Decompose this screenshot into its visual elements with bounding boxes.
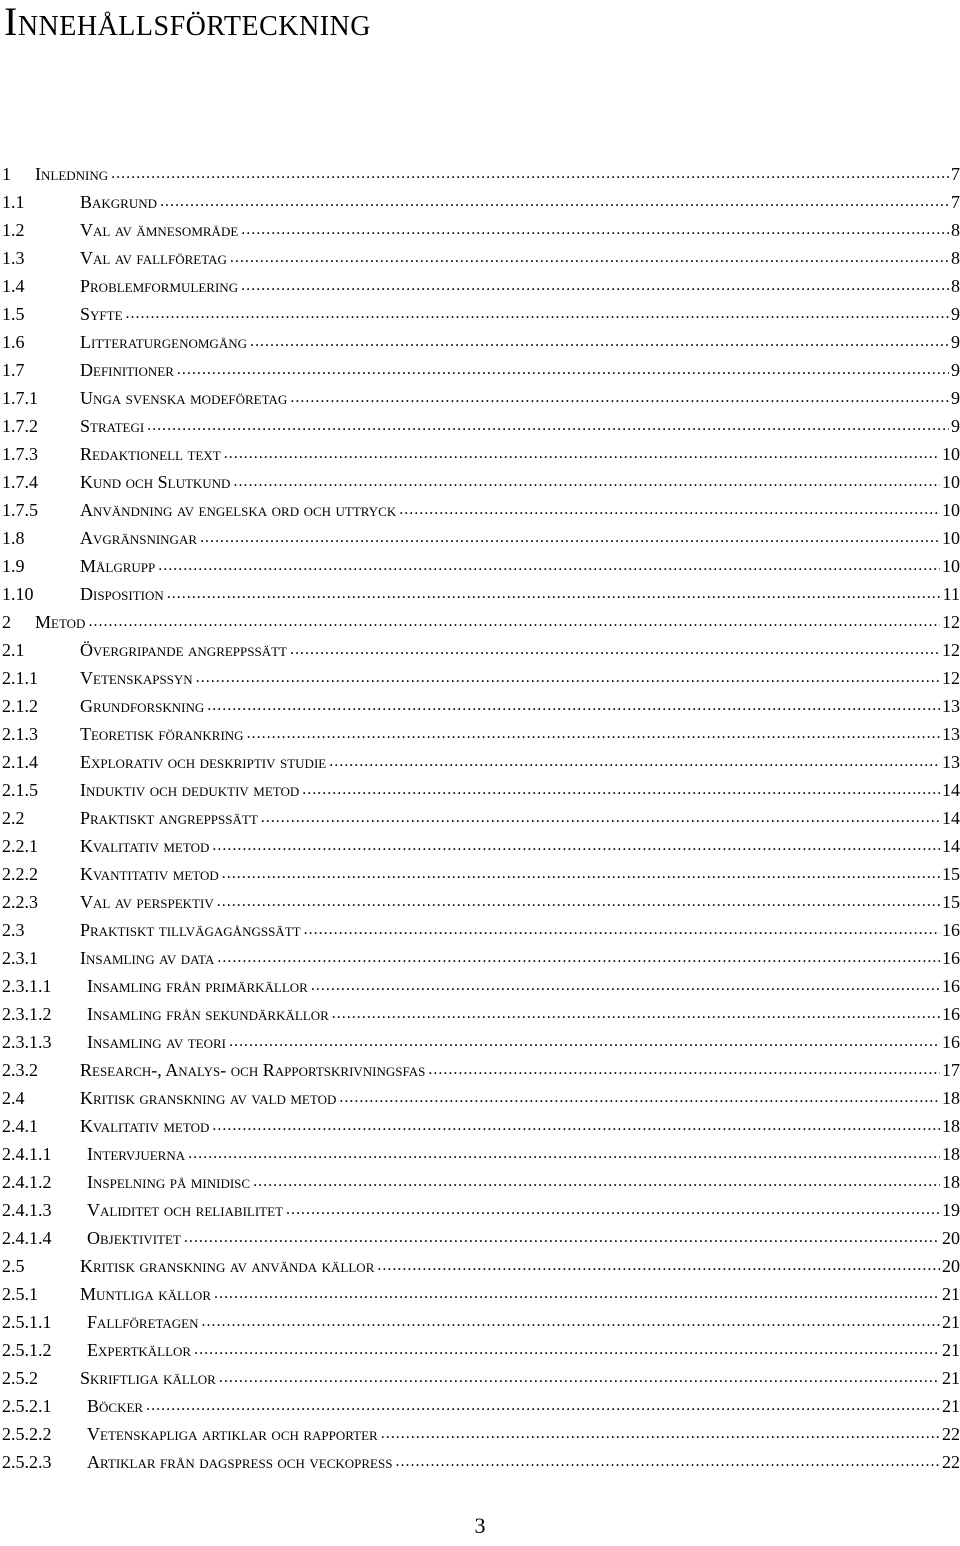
toc-entry-number: 2.5.1.2	[2, 1340, 52, 1360]
toc-entry-number: 1	[2, 164, 11, 184]
toc-entry-page: 15	[942, 892, 960, 912]
dot-leader	[253, 1168, 940, 1196]
toc-entry[interactable]	[2, 832, 960, 860]
toc-entry-page: 16	[942, 1032, 960, 1052]
toc-entry[interactable]	[2, 1028, 960, 1056]
toc-entry-page: 8	[951, 276, 960, 296]
toc-entry-page: 21	[942, 1368, 960, 1388]
toc-entry-number: 1.4	[2, 276, 25, 296]
toc-entry-number: 1.3	[2, 248, 25, 268]
toc-entry-page: 9	[951, 416, 960, 436]
toc-entry-label: Kritisk granskning av vald metod	[80, 1088, 337, 1108]
dot-leader	[202, 1308, 940, 1336]
toc-entry-label: Intervjuerna	[87, 1144, 186, 1164]
toc-entry[interactable]	[2, 160, 960, 188]
toc-entry-page: 9	[951, 304, 960, 324]
dot-leader	[146, 1392, 940, 1420]
toc-entry-number: 2.4.1.3	[2, 1200, 52, 1220]
page-number: 3	[474, 1513, 486, 1538]
dot-leader	[332, 1000, 940, 1028]
toc-entry-label: Research-, Analys- och Rapportskrivningsfas	[80, 1060, 426, 1080]
dot-leader	[88, 608, 940, 636]
toc-entry-page: 13	[942, 752, 960, 772]
dot-leader	[147, 412, 949, 440]
toc-entry-label: Skriftliga källor	[80, 1368, 216, 1388]
toc-entry-number: 2.5.1.1	[2, 1312, 52, 1332]
toc-entry-number: 2.4.1.1	[2, 1144, 52, 1164]
toc-entry-number: 1.7.1	[2, 388, 38, 408]
toc-entry[interactable]	[2, 216, 960, 244]
toc-entry[interactable]	[2, 1140, 960, 1168]
dot-leader	[241, 216, 949, 244]
toc-entry[interactable]	[2, 636, 960, 664]
toc-entry-label: Kund och Slutkund	[80, 472, 231, 492]
toc-entry[interactable]	[2, 916, 960, 944]
toc-entry-label: Kvalitativ metod	[80, 1116, 210, 1136]
dot-leader	[217, 944, 940, 972]
toc-entry-page: 8	[951, 220, 960, 240]
toc-entry-number: 2.2.2	[2, 864, 38, 884]
toc-entry-label: Disposition	[80, 584, 164, 604]
toc-entry[interactable]	[2, 412, 960, 440]
dot-leader	[207, 692, 940, 720]
toc-entry-label: Kvantitativ metod	[80, 864, 219, 884]
toc-entry[interactable]	[2, 776, 960, 804]
toc-entry-number: 2.3.1.3	[2, 1032, 52, 1052]
dot-leader	[261, 804, 940, 832]
toc-entry-number: 2.4.1.2	[2, 1172, 52, 1192]
dot-leader	[377, 1252, 940, 1280]
toc-entry-number: 1.7.5	[2, 500, 38, 520]
toc-entry-number: 1.9	[2, 556, 25, 576]
toc-entry-label: Insamling från primärkällor	[87, 976, 308, 996]
dot-leader	[339, 1084, 940, 1112]
dot-leader	[184, 1224, 940, 1252]
toc-entry[interactable]	[2, 1084, 960, 1112]
toc-entry[interactable]	[2, 356, 960, 384]
toc-entry-page: 8	[951, 248, 960, 268]
toc-entry-number: 2.3.1.2	[2, 1004, 52, 1024]
toc-entry-number: 2.5.2.2	[2, 1424, 52, 1444]
dot-leader	[167, 580, 941, 608]
toc-entry[interactable]	[2, 1252, 960, 1280]
toc-entry[interactable]	[2, 188, 960, 216]
toc-entry-label: Validitet och reliabilitet	[87, 1200, 284, 1220]
toc-entry-page: 18	[942, 1144, 960, 1164]
toc-entry-page: 12	[942, 640, 960, 660]
toc-entry-page: 21	[942, 1396, 960, 1416]
dot-leader	[304, 916, 940, 944]
toc-entry-page: 10	[942, 528, 960, 548]
toc-entry-page: 11	[942, 584, 960, 604]
toc-entry-label: Inspelning på minidisc	[87, 1172, 251, 1192]
toc-entry-label: Val av fallföretag	[80, 248, 227, 268]
toc-entry-page: 10	[942, 472, 960, 492]
toc-entry-number: 1.7.2	[2, 416, 38, 436]
dot-leader	[311, 972, 940, 1000]
toc-entry-page: 21	[942, 1340, 960, 1360]
toc-entry[interactable]	[2, 608, 960, 636]
toc-entry-page: 21	[942, 1284, 960, 1304]
dot-leader	[229, 1028, 940, 1056]
toc-entry-label: Litteraturgenomgång	[80, 332, 247, 352]
toc-entry[interactable]	[2, 748, 960, 776]
toc-entry-label: Övergripande angreppssätt	[80, 640, 287, 660]
toc-entry[interactable]	[2, 804, 960, 832]
dot-leader	[160, 188, 949, 216]
toc-entry-label: Unga svenska modeföretag	[80, 388, 288, 408]
toc-entry-number: 2.2.3	[2, 892, 38, 912]
toc-entry[interactable]	[2, 1448, 960, 1476]
toc-entry[interactable]	[2, 328, 960, 356]
toc-entry-number: 2.3.2	[2, 1060, 38, 1080]
toc-entry[interactable]	[2, 524, 960, 552]
toc-entry-page: 10	[942, 500, 960, 520]
toc-entry-number: 2.1	[2, 640, 25, 660]
toc-entry[interactable]	[2, 944, 960, 972]
toc-entry-label: Val av perspektiv	[80, 892, 214, 912]
dot-leader	[158, 552, 940, 580]
toc-entry-label: Syfte	[80, 304, 123, 324]
dot-leader	[194, 1336, 940, 1364]
toc-entry-page: 9	[951, 332, 960, 352]
dot-leader	[212, 1112, 940, 1140]
toc-entry-label: Artiklar från dagspress och veckopress	[87, 1452, 393, 1472]
toc-entry[interactable]	[2, 888, 960, 916]
toc-entry-number: 1.7	[2, 360, 25, 380]
toc-entry-page: 12	[942, 668, 960, 688]
toc-entry-label: Bakgrund	[80, 192, 158, 212]
dot-leader	[247, 720, 940, 748]
toc-entry[interactable]	[2, 972, 960, 1000]
toc-entry-page: 10	[942, 444, 960, 464]
toc-entry-page: 7	[951, 164, 960, 184]
toc-entry-page: 20	[942, 1228, 960, 1248]
toc-entry-number: 2.5.1	[2, 1284, 38, 1304]
toc-entry-page: 17	[942, 1060, 960, 1080]
toc-entry-label: Expertkällor	[87, 1340, 192, 1360]
dot-leader	[111, 160, 949, 188]
toc-entry[interactable]	[2, 1168, 960, 1196]
toc-entry[interactable]	[2, 1308, 960, 1336]
toc-entry-label: Muntliga källor	[80, 1284, 211, 1304]
toc-entry-number: 1.7.4	[2, 472, 38, 492]
toc-entry-label: Induktiv och deduktiv metod	[80, 780, 300, 800]
dot-leader	[196, 664, 940, 692]
toc-entry[interactable]	[2, 468, 960, 496]
toc-entry-label: Vetenskapssyn	[80, 668, 193, 688]
toc-entry[interactable]	[2, 1000, 960, 1028]
dot-leader	[214, 1280, 940, 1308]
toc-entry-page: 18	[942, 1116, 960, 1136]
dot-leader	[290, 636, 940, 664]
toc-entry-page: 16	[942, 920, 960, 940]
toc-entry[interactable]	[2, 1392, 960, 1420]
toc-entry[interactable]	[2, 384, 960, 412]
toc-entry-label: Kvalitativ metod	[80, 836, 210, 856]
toc-entry[interactable]	[2, 496, 960, 524]
dot-leader	[230, 244, 949, 272]
dot-leader	[219, 1364, 940, 1392]
toc-entry-number: 2.3.1.1	[2, 976, 52, 996]
dot-leader	[126, 300, 949, 328]
dot-leader	[290, 384, 949, 412]
toc-entry-page: 9	[951, 360, 960, 380]
dot-leader	[381, 1420, 940, 1448]
toc-entry[interactable]	[2, 440, 960, 468]
toc-entry[interactable]	[2, 244, 960, 272]
toc-entry-number: 1.8	[2, 528, 25, 548]
toc-entry-label: Fallföretagen	[87, 1312, 199, 1332]
toc-entry[interactable]	[2, 580, 960, 608]
toc-entry[interactable]	[2, 692, 960, 720]
toc-entry-number: 1.10	[2, 584, 34, 604]
toc-entry-label: Teoretisk förankring	[80, 724, 244, 744]
toc-entry-number: 2.1.2	[2, 696, 38, 716]
toc-entry-number: 1.1	[2, 192, 25, 212]
toc-entry-number: 1.2	[2, 220, 25, 240]
dot-leader	[200, 524, 940, 552]
table-of-contents	[2, 160, 960, 1476]
toc-entry-number: 2	[2, 612, 11, 632]
toc-entry[interactable]	[2, 1196, 960, 1224]
toc-entry-number: 2.3.1	[2, 948, 38, 968]
toc-entry-number: 2.5.2	[2, 1368, 38, 1388]
toc-entry-label: Praktiskt tillvägagångssätt	[80, 920, 301, 940]
toc-entry[interactable]	[2, 860, 960, 888]
toc-entry-page: 13	[942, 724, 960, 744]
toc-entry-label: Problemformulering	[80, 276, 239, 296]
dot-leader	[222, 860, 940, 888]
toc-entry-page: 7	[951, 192, 960, 212]
toc-entry-page: 16	[942, 976, 960, 996]
toc-entry-page: 13	[942, 696, 960, 716]
toc-entry[interactable]	[2, 1420, 960, 1448]
toc-entry-number: 2.1.1	[2, 668, 38, 688]
toc-entry[interactable]	[2, 1112, 960, 1140]
dot-leader	[302, 776, 940, 804]
toc-entry-number: 2.1.5	[2, 780, 38, 800]
toc-entry-number: 2.3	[2, 920, 25, 940]
toc-entry-label: Val av ämnesområde	[80, 220, 239, 240]
dot-leader	[224, 440, 940, 468]
toc-entry-number: 1.6	[2, 332, 25, 352]
toc-entry[interactable]	[2, 272, 960, 300]
toc-entry-number: 2.1.3	[2, 724, 38, 744]
toc-entry-page: 22	[942, 1452, 960, 1472]
toc-entry-number: 2.5	[2, 1256, 25, 1276]
dot-leader	[395, 1448, 940, 1476]
dot-leader	[329, 748, 940, 776]
toc-entry-label: Grundforskning	[80, 696, 205, 716]
dot-leader	[250, 328, 949, 356]
toc-entry-number: 1.7.3	[2, 444, 38, 464]
toc-entry-number: 2.2	[2, 808, 25, 828]
toc-entry-label: Böcker	[87, 1396, 144, 1416]
toc-entry[interactable]	[2, 1056, 960, 1084]
toc-entry-label: Definitioner	[80, 360, 174, 380]
toc-entry-label: Metod	[35, 612, 86, 632]
toc-entry-label: Strategi	[80, 416, 145, 436]
toc-entry-label: Explorativ och deskriptiv studie	[80, 752, 327, 772]
toc-entry-page: 21	[942, 1312, 960, 1332]
toc-entry[interactable]	[2, 664, 960, 692]
toc-entry-number: 2.5.2.3	[2, 1452, 52, 1472]
dot-leader	[217, 888, 940, 916]
toc-entry-number: 2.1.4	[2, 752, 38, 772]
page-title: Innehållsförteckning	[4, 0, 371, 44]
toc-entry-label: Vetenskapliga artiklar och rapporter	[87, 1424, 378, 1444]
toc-entry-page: 15	[942, 864, 960, 884]
toc-entry-label: Redaktionell text	[80, 444, 221, 464]
toc-entry-label: Målgrupp	[80, 556, 156, 576]
toc-entry-label: Insamling av teori	[87, 1032, 226, 1052]
toc-entry-page: 16	[942, 1004, 960, 1024]
toc-entry-page: 16	[942, 948, 960, 968]
toc-entry-page: 14	[942, 836, 960, 856]
toc-entry-label: Kritisk granskning av använda källor	[80, 1256, 375, 1276]
dot-leader	[399, 496, 940, 524]
toc-entry-number: 2.4.1.4	[2, 1228, 52, 1248]
dot-leader	[212, 832, 940, 860]
toc-entry-page: 14	[942, 780, 960, 800]
toc-entry-page: 10	[942, 556, 960, 576]
toc-entry-label: Insamling från sekundärkällor	[87, 1004, 329, 1024]
dot-leader	[286, 1196, 940, 1224]
dot-leader	[428, 1056, 940, 1084]
toc-entry-label: Användning av engelska ord och uttryck	[80, 500, 397, 520]
dot-leader	[177, 356, 949, 384]
dot-leader	[233, 468, 940, 496]
dot-leader	[188, 1140, 940, 1168]
toc-entry-number: 2.5.2.1	[2, 1396, 52, 1416]
toc-entry-page: 20	[942, 1256, 960, 1276]
toc-entry-page: 12	[942, 612, 960, 632]
toc-entry[interactable]	[2, 1336, 960, 1364]
toc-entry-number: 2.4.1	[2, 1116, 38, 1136]
toc-entry[interactable]	[2, 1364, 960, 1392]
toc-entry-number: 1.5	[2, 304, 25, 324]
toc-entry-page: 14	[942, 808, 960, 828]
toc-entry-page: 22	[942, 1424, 960, 1444]
toc-entry[interactable]	[2, 1280, 960, 1308]
toc-entry[interactable]	[2, 1224, 960, 1252]
toc-entry[interactable]	[2, 720, 960, 748]
toc-entry-number: 2.4	[2, 1088, 25, 1108]
toc-entry-label: Praktiskt angreppssätt	[80, 808, 258, 828]
toc-entry-label: Objektivitet	[87, 1228, 181, 1248]
toc-entry-number: 2.2.1	[2, 836, 38, 856]
toc-entry[interactable]	[2, 552, 960, 580]
dot-leader	[241, 272, 949, 300]
toc-entry-page: 19	[942, 1200, 960, 1220]
toc-entry[interactable]	[2, 300, 960, 328]
toc-entry-page: 18	[942, 1172, 960, 1192]
toc-entry-label: Insamling av data	[80, 948, 215, 968]
toc-entry-label: Avgränsningar	[80, 528, 198, 548]
toc-entry-page: 18	[942, 1088, 960, 1108]
toc-entry-page: 9	[951, 388, 960, 408]
toc-entry-label: Inledning	[35, 164, 109, 184]
